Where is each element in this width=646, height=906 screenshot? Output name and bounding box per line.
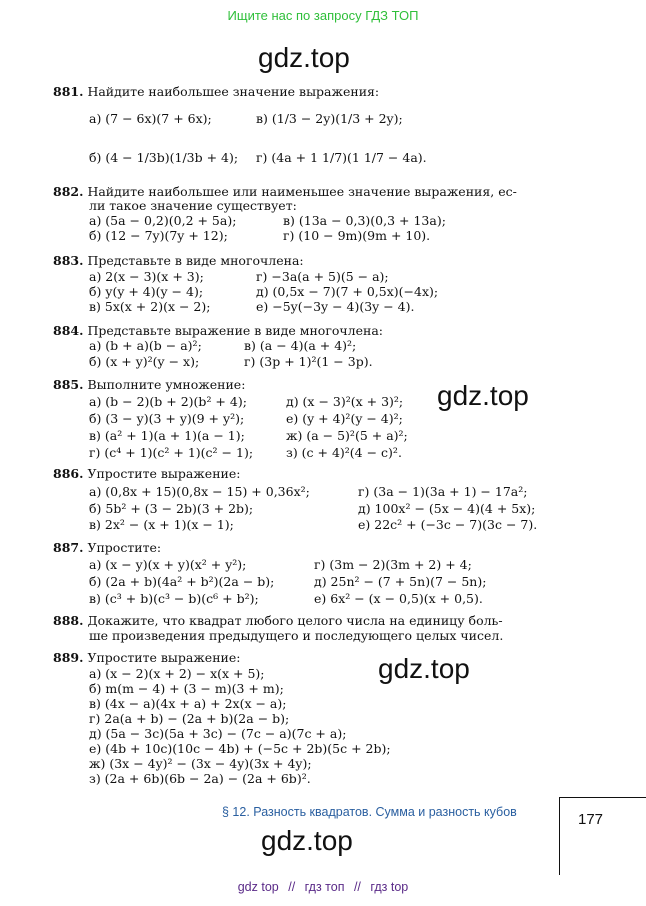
list-item: а) (b + a)(b − a)²;	[89, 338, 202, 353]
bottom-link-gdz-top[interactable]: gdz top	[237, 880, 279, 894]
problem-889-header	[53, 650, 240, 665]
link-separator: //	[353, 880, 361, 894]
problem-number: 882.	[53, 184, 84, 199]
problem-number: 886.	[53, 466, 84, 481]
list-item: в) 2x² − (x + 1)(x − 1);	[89, 517, 234, 532]
list-item: з) (c + 4)²(4 − c)².	[286, 445, 402, 460]
list-item: б) y(y + 4)(y − 4);	[89, 284, 204, 299]
list-item: е) (4b + 10c)(10c − 4b) + (−5c + 2b)(5c + 2b);	[89, 741, 391, 756]
list-item: в) 5x(x + 2)(x − 2);	[89, 299, 211, 314]
problem-884-header	[53, 323, 383, 338]
list-item: в) (13a − 0,3)(0,3 + 13a);	[283, 213, 446, 228]
top-banner[interactable]: Ищите нас по запросу ГДЗ ТОП	[227, 8, 419, 23]
list-item: в) (a² + 1)(a + 1)(a − 1);	[89, 428, 245, 443]
list-item: д) (x − 3)²(x + 3)²;	[286, 394, 404, 409]
problem-888-header	[53, 613, 503, 628]
list-item: в) (4x − a)(4x + a) + 2x(x − a);	[89, 696, 287, 711]
bottom-link-gdz-top-ru[interactable]: гдз топ	[304, 880, 345, 894]
problem-number: 889.	[53, 650, 84, 665]
problem-number: 883.	[53, 253, 84, 268]
list-item: г) (10 − 9m)(9m + 10).	[283, 228, 431, 243]
problem-prompt: Упростите выражение:	[87, 466, 241, 481]
list-item: е) (y + 4)²(y − 4)²;	[286, 411, 403, 426]
bottom-link-gdz-top-mixed[interactable]: гдз top	[370, 880, 409, 894]
footer-vertical-rule	[559, 797, 560, 875]
list-item: б) 5b² + (3 − 2b)(3 + 2b);	[89, 501, 254, 516]
page-number: 177	[578, 811, 604, 828]
problem-886-header	[53, 466, 240, 481]
list-item: е) 22c² + (−3c − 7)(3c − 7).	[358, 517, 538, 532]
watermark-4: gdz.top	[261, 825, 353, 856]
problem-number: 884.	[53, 323, 84, 338]
watermark-3: gdz.top	[378, 653, 470, 684]
footer-horizontal-rule	[559, 797, 646, 798]
problem-prompt: Упростите выражение:	[87, 650, 241, 665]
list-item: б) (3 − y)(3 + y)(9 + y²);	[89, 411, 245, 426]
link-separator: //	[288, 880, 296, 894]
list-item: г) (3m − 2)(3m + 2) + 4;	[314, 557, 472, 572]
list-item: а) (5a − 0,2)(0,2 + 5a);	[89, 213, 237, 228]
list-item: б) (2a + b)(4a² + b²)(2a − b);	[89, 574, 275, 589]
problem-prompt: Докажите, что квадрат любого целого числа на единицу боль-	[87, 613, 503, 628]
list-item: а) (7 − 6x)(7 + 6x);	[89, 111, 212, 126]
list-item: д) 25n² − (7 + 5n)(7 − 5n);	[314, 574, 487, 589]
problem-885-header	[53, 377, 245, 392]
problem-882-header	[53, 184, 517, 199]
problem-number: 887.	[53, 540, 84, 555]
problem-887-header	[53, 540, 161, 555]
problem-prompt: Упростите:	[87, 540, 162, 555]
list-item: в) (a − 4)(a + 4)²;	[244, 338, 357, 353]
list-item: б) (12 − 7y)(7y + 12);	[89, 228, 228, 243]
list-item: в) (c³ + b)(c³ − b)(c⁶ + b²);	[89, 591, 259, 606]
bottom-links	[0, 880, 646, 894]
list-item: ж) (3x − 4y)² − (3x − 4y)(3x + 4y);	[89, 756, 312, 771]
problem-prompt: Представьте в виде многочлена:	[87, 253, 304, 268]
problem-881-header	[53, 84, 379, 99]
list-item: г) −3a(a + 5)(5 − a);	[256, 269, 389, 284]
watermark-1: gdz.top	[258, 42, 350, 73]
problem-883-header	[53, 253, 304, 268]
list-item: г) (4a + 1 1/7)(1 1/7 − 4a).	[256, 150, 427, 165]
list-item: д) (5a − 3c)(5a + 3c) − (7c − a)(7c + a);	[89, 726, 347, 741]
problem-prompt-continued: ли такое значение существует:	[89, 198, 297, 213]
problem-number: 881.	[53, 84, 84, 99]
list-item: е) 6x² − (x − 0,5)(x + 0,5).	[314, 591, 483, 606]
problem-prompt-continued: ше произведения предыдущего и последующего целых чисел.	[89, 628, 504, 643]
list-item: б) m(m − 4) + (3 − m)(3 + m);	[89, 681, 284, 696]
problem-prompt: Найдите наибольшее значение выражения:	[87, 84, 380, 99]
list-item: а) (b − 2)(b + 2)(b² + 4);	[89, 394, 247, 409]
list-item: з) (2a + 6b)(6b − 2a) − (2a + 6b)².	[89, 771, 311, 786]
list-item: д) 100x² − (5x − 4)(4 + 5x);	[358, 501, 536, 516]
list-item: г) (3a − 1)(3a + 1) − 17a²;	[358, 484, 528, 499]
list-item: б) (x + y)²(y − x);	[89, 354, 200, 369]
problem-number: 885.	[53, 377, 84, 392]
list-item: е) −5y(−3y − 4)(3y − 4).	[256, 299, 415, 314]
problem-prompt: Выполните умножение:	[87, 377, 246, 392]
list-item: б) (4 − 1/3b)(1/3b + 4);	[89, 150, 239, 165]
list-item: в) (1/3 − 2y)(1/3 + 2y);	[256, 111, 403, 126]
list-item: г) (3p + 1)²(1 − 3p).	[244, 354, 373, 369]
problem-prompt: Найдите наибольшее или наименьшее значение выражения, ес-	[87, 184, 517, 199]
problem-prompt: Представьте выражение в виде многочлена:	[87, 323, 384, 338]
section-title: § 12. Разность квадратов. Сумма и разность кубов	[222, 805, 517, 819]
list-item: д) (0,5x − 7)(7 + 0,5x)(−4x);	[256, 284, 439, 299]
list-item: г) 2a(a + b) − (2a + b)(2a − b);	[89, 711, 290, 726]
list-item: а) (x − y)(x + y)(x² + y²);	[89, 557, 247, 572]
list-item: а) (0,8x + 15)(0,8x − 15) + 0,36x²;	[89, 484, 310, 499]
list-item: а) (x − 2)(x + 2) − x(x + 5);	[89, 666, 265, 681]
list-item: г) (c⁴ + 1)(c² + 1)(c² − 1);	[89, 445, 254, 460]
list-item: ж) (a − 5)²(5 + a)²;	[286, 428, 408, 443]
watermark-2: gdz.top	[437, 380, 529, 411]
problem-number: 888.	[53, 613, 84, 628]
list-item: а) 2(x − 3)(x + 3);	[89, 269, 204, 284]
